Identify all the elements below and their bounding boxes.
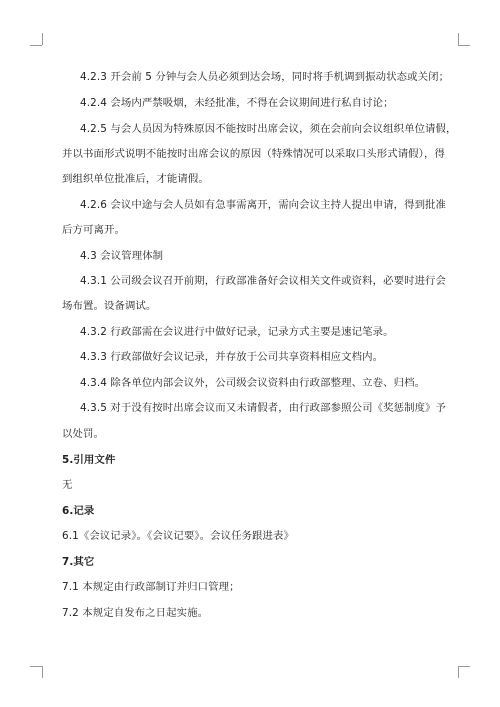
text-line-4-2-3: 4.2.3 开会前 5 分钟与会人员必须到达会场，同时将手机调到振动状态或关闭；	[80, 71, 450, 83]
section-heading-5: 5.引用文件	[62, 454, 116, 466]
section-heading-4-3: 4.3 会议管理体制	[80, 250, 164, 262]
text-line-4-2-5: 4.2.5 与会人员因为特殊原因不能按时出席会议，须在会前向会议组织单位请假，	[80, 123, 457, 135]
text-line-4-2-6-cont: 后方可离开。	[62, 224, 125, 236]
text-line-4-3-4: 4.3.4 除各单位内部会议外，公司级会议资料由行政部整理、立卷、归档。	[80, 377, 426, 389]
crop-mark-top-left-h	[30, 45, 42, 46]
text-line-4-3-1-cont: 场布置。设备调试。	[62, 300, 157, 312]
section-heading-7: 7.其它	[62, 556, 95, 568]
crop-mark-bottom-right-h	[458, 666, 470, 667]
text-line-4-3-2: 4.3.2 行政部需在会议进行中做好记录，记录方式主要是速记笔录。	[80, 326, 394, 338]
text-line-4-2-5-cont-1: 并以书面形式说明不能按时出席会议的原因（特殊情况可以采取口头形式请假），得	[62, 148, 445, 160]
text-line-4-3-3: 4.3.3 行政部做好会议记录，并存放于公司共享资料相应文档内。	[80, 351, 384, 363]
crop-mark-top-right-h	[458, 45, 470, 46]
text-line-7-1: 7.1 本规定由行政部制订并归口管理；	[62, 581, 240, 593]
text-line-4-2-6: 4.2.6 会议中途与会人员如有急事需离开，需向会议主持人提出申请，得到批准	[80, 199, 447, 211]
crop-mark-bottom-right-v	[458, 666, 459, 678]
crop-mark-bottom-left-v	[42, 666, 43, 678]
section-heading-6: 6.记录	[62, 505, 95, 517]
text-line-4-3-5: 4.3.5 对于没有按时出席会议而又未请假者，由行政部参照公司《奖惩制度》予	[80, 402, 447, 414]
text-line-6-1: 6.1《会议记录》。《会议记要》。会议任务跟进表》	[62, 530, 295, 542]
crop-mark-top-left-v	[42, 33, 43, 45]
crop-mark-top-right-v	[458, 33, 459, 45]
text-line-4-2-4: 4.2.4 会场内严禁吸烟，未经批准，不得在会议期间进行私自讨论；	[80, 97, 394, 109]
text-line-4-2-5-cont-2: 到组织单位批准后，才能请假。	[62, 173, 209, 185]
text-line-5-body: 无	[62, 479, 73, 491]
text-line-7-2: 7.2 本规定自发布之日起实施。	[62, 607, 209, 619]
crop-mark-bottom-left-h	[30, 666, 42, 667]
text-line-4-3-5-cont: 以处罚。	[62, 428, 104, 440]
text-line-4-3-1: 4.3.1 公司级会议召开前期，行政部准备好会议相关文件或资料，必要时进行会	[80, 275, 447, 287]
